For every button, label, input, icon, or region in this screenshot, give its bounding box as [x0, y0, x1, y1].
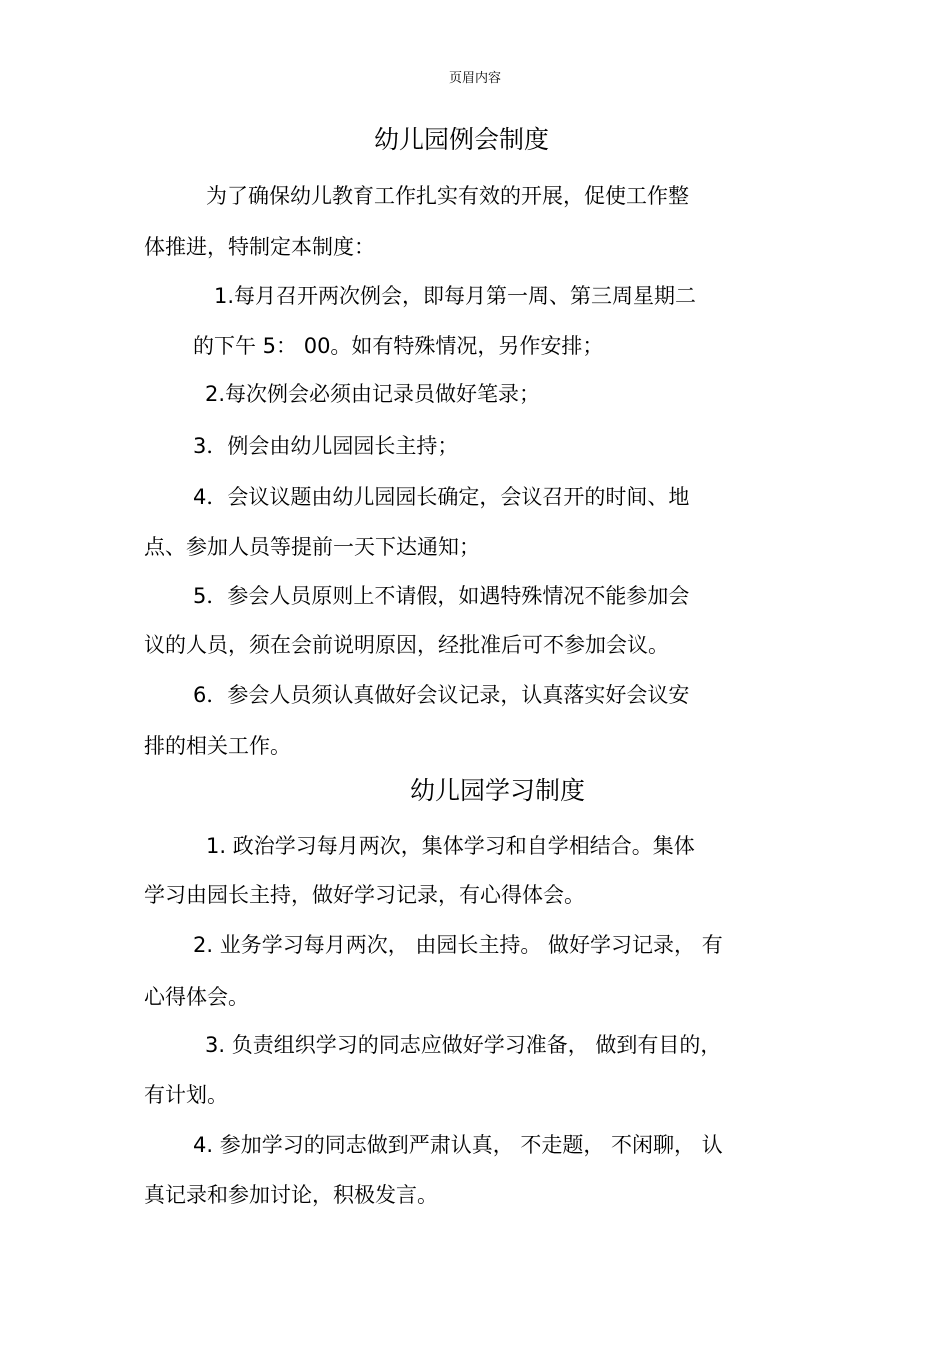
section1-line: 为了确保幼儿教育工作扎实有效的开展，促使工作整 [206, 184, 689, 208]
section1-title: 幼儿园例会制度 [374, 125, 550, 154]
section2-line: 3. 负责组织学习的同志应做好学习准备， 做到有目的， [205, 1033, 722, 1057]
section2-line: 学习由园长主持，做好学习记录，有心得体会。 [144, 883, 585, 907]
section1-line: 3．例会由幼儿园园长主持； [193, 434, 459, 458]
section2-line: 有计划。 [144, 1083, 228, 1107]
section1-line: 议的人员，须在会前说明原因，经批准后可不参加会议。 [144, 633, 669, 657]
section1-line: 6．参会人员须认真做好会议记录，认真落实好会议安 [193, 683, 690, 707]
section1-line: 体推进，特制定本制度： [144, 235, 375, 259]
section2-line: 2. 业务学习每月两次， 由园长主持。 做好学习记录， 有 [193, 933, 723, 957]
section1-line: 的下午 5： 00。如有特殊情况，另作安排； [193, 334, 604, 358]
section2-line: 真记录和参加讨论，积极发言。 [144, 1183, 438, 1207]
section2-line: 心得体会。 [144, 985, 249, 1009]
section1-line: 排的相关工作。 [144, 734, 291, 758]
section1-line: 4．会议议题由幼儿园园长确定，会议召开的时间、地 [193, 485, 690, 509]
section2-line: 4. 参加学习的同志做到严肃认真， 不走题， 不闲聊， 认 [193, 1133, 723, 1157]
section2-line: 1. 政治学习每月两次，集体学习和自学相结合。集体 [206, 834, 695, 858]
page-header: 页眉内容 [448, 71, 501, 86]
section1-line: 2.每次例会必须由记录员做好笔录； [205, 382, 541, 406]
section1-line: 5．参会人员原则上不请假，如遇特殊情况不能参加会 [193, 584, 690, 608]
section1-line: 点、参加人员等提前一天下达通知； [144, 535, 480, 559]
section2-title: 幼儿园学习制度 [410, 776, 586, 805]
section1-line: 1.每月召开两次例会，即每月第一周、第三周星期二 [214, 284, 697, 308]
